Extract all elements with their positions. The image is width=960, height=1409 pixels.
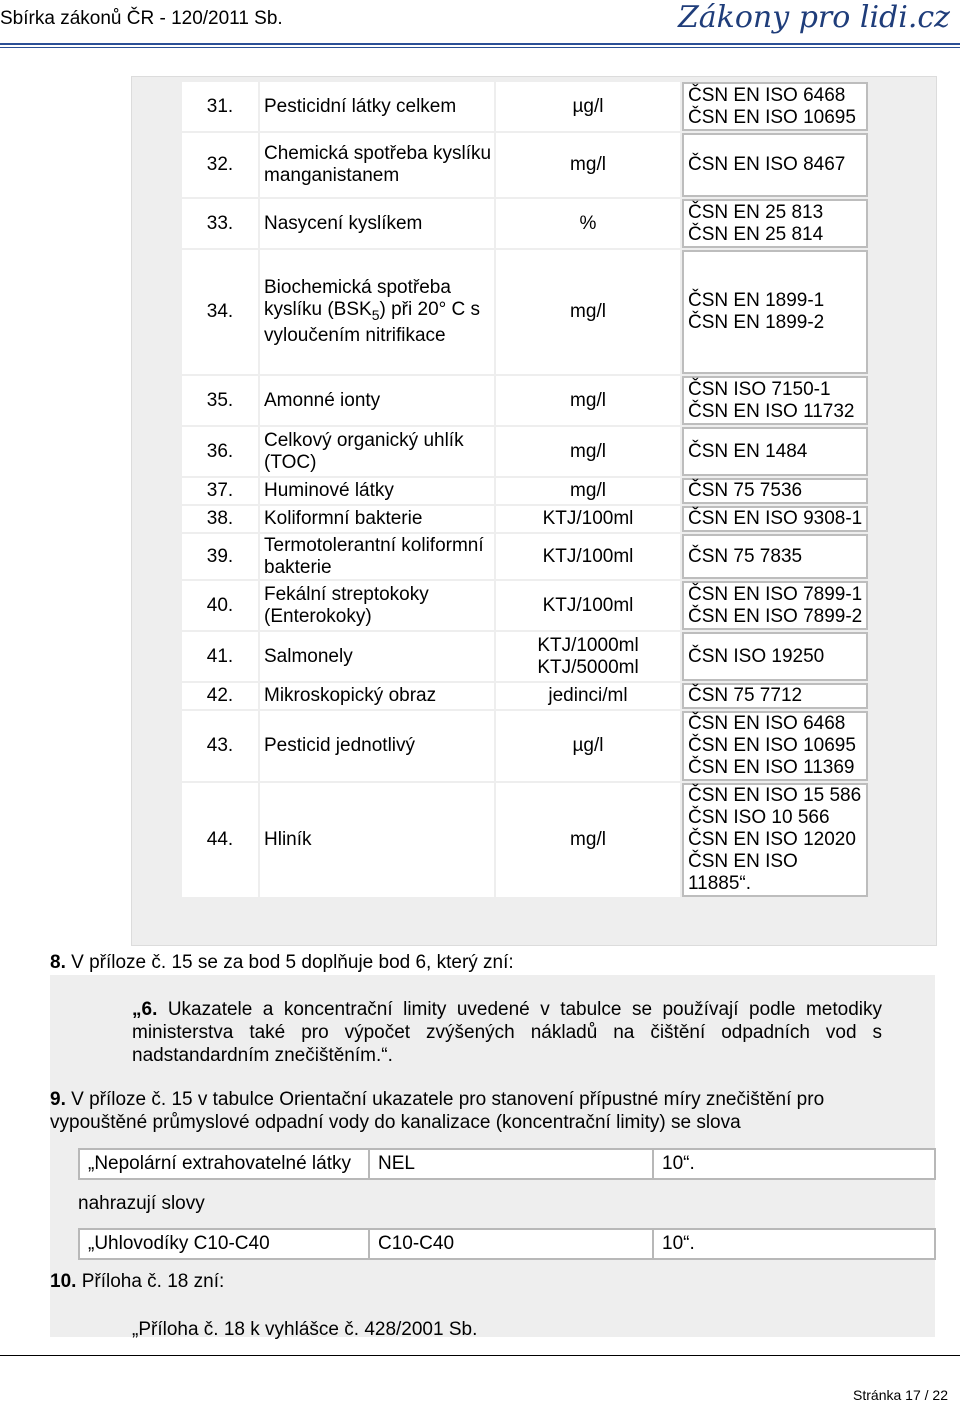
item-10 xyxy=(50,1270,224,1293)
table-row xyxy=(182,783,868,897)
unit: mg/l xyxy=(496,427,680,476)
row-number: 35. xyxy=(182,376,258,425)
norm: ČSN EN ISO 6468 ČSN EN ISO 10695 xyxy=(682,82,868,131)
norm: ČSN EN ISO 9308-1 xyxy=(682,506,868,532)
indicator-name: Pesticidní látky celkem xyxy=(260,82,494,131)
norm: ČSN 75 7712 xyxy=(682,683,868,709)
table-row xyxy=(182,534,868,579)
table-row xyxy=(182,632,868,681)
norm: ČSN EN ISO 15 586 ČSN ISO 10 566 ČSN EN ISO 12020 ČSN EN ISO 11885“. xyxy=(682,783,868,897)
unit: mg/l xyxy=(496,376,680,425)
norm: ČSN ISO 7150-1 ČSN EN ISO 11732 xyxy=(682,376,868,425)
site-logo[interactable]: Zákony pro lidi.cz xyxy=(677,0,950,35)
norm: ČSN EN ISO 8467 xyxy=(682,133,868,197)
unit: jedinci/ml xyxy=(496,683,680,709)
indicator-name: Mikroskopický obraz xyxy=(260,683,494,709)
unit: KTJ/100ml xyxy=(496,506,680,532)
row-number: 37. xyxy=(182,478,258,504)
item-9 xyxy=(50,1088,910,1134)
table-row xyxy=(182,199,868,248)
unit: µg/l xyxy=(496,82,680,131)
new-words-table xyxy=(78,1228,936,1260)
table-row xyxy=(182,711,868,781)
unit: mg/l xyxy=(496,478,680,504)
item-9-number: 9. xyxy=(50,1089,66,1110)
row-number: 38. xyxy=(182,506,258,532)
footer-rule xyxy=(0,1355,960,1356)
row-number: 32. xyxy=(182,133,258,197)
row-number: 33. xyxy=(182,199,258,248)
row-number: 44. xyxy=(182,783,258,897)
indicator-name-part: Biochemická spotřeba kyslíku (BSK xyxy=(264,276,451,320)
unit: KTJ/1000ml KTJ/5000ml xyxy=(496,632,680,681)
row-number: 39. xyxy=(182,534,258,579)
item-8 xyxy=(50,951,514,974)
indicator-name: Huminové látky xyxy=(260,478,494,504)
unit: mg/l xyxy=(496,133,680,197)
item-8-text: V příloze č. 15 se za bod 5 doplňuje bod 6, který zní: xyxy=(65,952,514,973)
item-8-number: 8. xyxy=(50,952,66,973)
indicator-name: Salmonely xyxy=(260,632,494,681)
indicator-name: Nasycení kyslíkem xyxy=(260,199,494,248)
indicator-name: Pesticid jednotlivý xyxy=(260,711,494,781)
norm: ČSN EN 25 813 ČSN EN 25 814 xyxy=(682,199,868,248)
old-name: „Nepolární extrahovatelné látky xyxy=(79,1149,369,1179)
indicator-name: Fekální streptokoky (Enterokoky) xyxy=(260,581,494,630)
header-rule-thin xyxy=(0,47,960,48)
row-number: 34. xyxy=(182,250,258,374)
table-row xyxy=(182,427,868,476)
table-row xyxy=(182,376,868,425)
norm: ČSN ISO 19250 xyxy=(682,632,868,681)
table-row xyxy=(182,581,868,630)
new-abbr: C10-C40 xyxy=(369,1229,653,1259)
indicator-name xyxy=(260,250,494,374)
row-number: 41. xyxy=(182,632,258,681)
indicator-name-part: ) při 20° C s vyloučením nitrifikace xyxy=(264,298,481,347)
indicator-name-subscript: 5 xyxy=(371,306,380,323)
replace-text: nahrazují slovy xyxy=(78,1193,205,1214)
table-row xyxy=(182,683,868,709)
unit: KTJ/100ml xyxy=(496,534,680,579)
header-rule xyxy=(0,43,960,45)
old-limit: 10“. xyxy=(653,1149,935,1179)
row-number: 31. xyxy=(182,82,258,131)
indicator-name: Amonné ionty xyxy=(260,376,494,425)
row-number: 43. xyxy=(182,711,258,781)
norm: ČSN EN 1899-1 ČSN EN 1899-2 xyxy=(682,250,868,374)
row-number: 36. xyxy=(182,427,258,476)
item-9-text: V příloze č. 15 v tabulce Orientační ukazatele pro stanovení přípustné míry znečištění pro vypouštěné průmyslové odpadní vody do kanalizace (koncentrační limity) se slova xyxy=(50,1089,825,1133)
unit: µg/l xyxy=(496,711,680,781)
indicator-name: Chemická spotřeba kyslíku manganistanem xyxy=(260,133,494,197)
item-8-quote xyxy=(132,998,882,1067)
quote-6-text: Ukazatele a koncentrační limity uvedené v tabulce se používají podle metodiky ministerstva také pro výpočet zvýšených nákladů na čištění odpadních vod s nadstandardním znečištěním.“. xyxy=(132,999,882,1066)
norm: ČSN EN ISO 7899-1 ČSN EN ISO 7899-2 xyxy=(682,581,868,630)
new-name: „Uhlovodíky C10-C40 xyxy=(79,1229,369,1259)
unit: mg/l xyxy=(496,250,680,374)
indicator-name: Koliformní bakterie xyxy=(260,506,494,532)
norm: ČSN 75 7536 xyxy=(682,478,868,504)
norm: ČSN EN 1484 xyxy=(682,427,868,476)
item-10-number: 10. xyxy=(50,1271,77,1292)
unit: mg/l xyxy=(496,783,680,897)
indicator-name: Celkový organický uhlík (TOC) xyxy=(260,427,494,476)
annex-18-title: „Příloha č. 18 k vyhlášce č. 428/2001 Sb. xyxy=(132,1319,478,1340)
indicator-name: Hliník xyxy=(260,783,494,897)
item-10-text: Příloha č. 18 zní: xyxy=(76,1271,225,1292)
indicator-table xyxy=(180,80,870,899)
table-row xyxy=(182,82,868,131)
unit: KTJ/100ml xyxy=(496,581,680,630)
row-number: 42. xyxy=(182,683,258,709)
table-row xyxy=(182,250,868,374)
norm: ČSN EN ISO 6468 ČSN EN ISO 10695 ČSN EN ISO 11369 xyxy=(682,711,868,781)
quote-6-number: „6. xyxy=(132,999,158,1020)
new-limit: 10“. xyxy=(653,1229,935,1259)
replaced-words-table xyxy=(78,1148,936,1180)
page-number: Stránka 17 / 22 xyxy=(853,1387,948,1403)
unit: % xyxy=(496,199,680,248)
table-row xyxy=(182,506,868,532)
table-row xyxy=(182,133,868,197)
norm: ČSN 75 7835 xyxy=(682,534,868,579)
old-abbr: NEL xyxy=(369,1149,653,1179)
indicator-name: Termotolerantní koliformní bakterie xyxy=(260,534,494,579)
table-row xyxy=(182,478,868,504)
collection-title: Sbírka zákonů ČR - 120/2011 Sb. xyxy=(0,8,283,29)
row-number: 40. xyxy=(182,581,258,630)
